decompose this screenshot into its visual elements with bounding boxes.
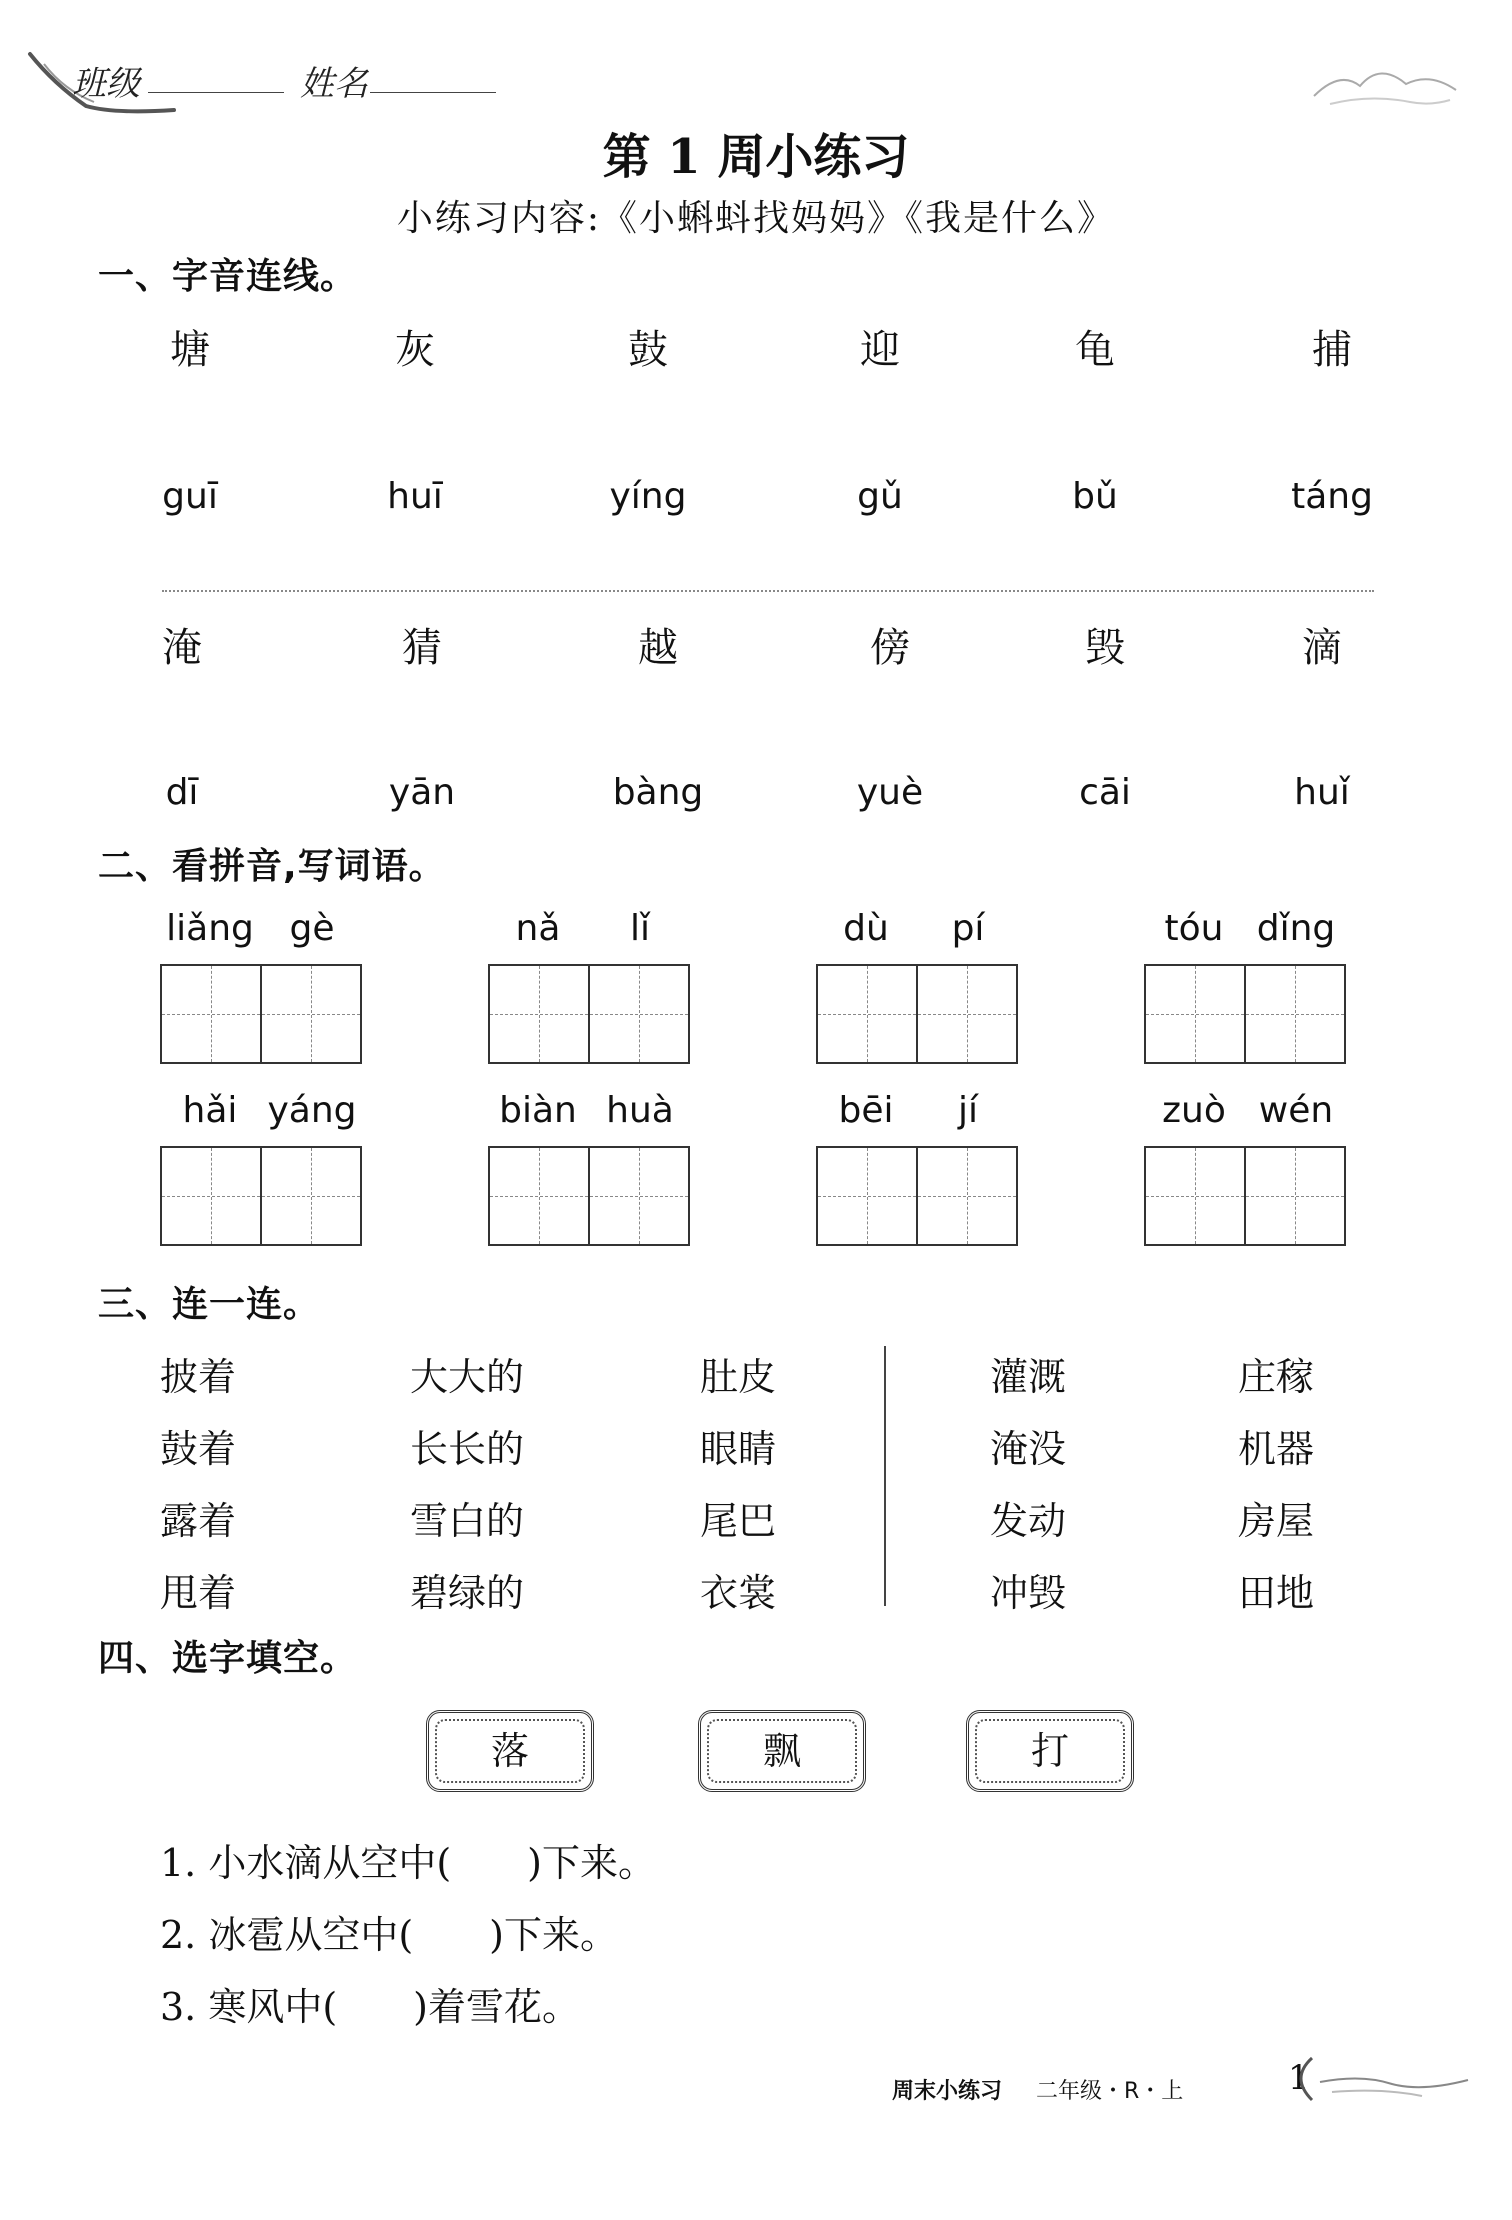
sentence-item[interactable]: 3. 寒风中( )着雪花。 — [160, 1985, 580, 2029]
tianzige-cell[interactable] — [488, 1146, 590, 1246]
match-item[interactable]: 发动 — [990, 1499, 1067, 1543]
char-item[interactable]: 猜 — [402, 625, 442, 671]
pinyin-label: dù — [843, 908, 889, 949]
pinyin-label: tóu — [1164, 908, 1224, 949]
char-item[interactable]: 滴 — [1302, 625, 1342, 671]
match-item[interactable]: 露着 — [160, 1499, 237, 1543]
tianzige-cell[interactable] — [916, 964, 1018, 1064]
pinyin-item[interactable]: yān — [388, 772, 456, 813]
name-label: 姓名 — [300, 64, 368, 104]
tianzige-cell[interactable] — [160, 964, 262, 1064]
page-title: 第 1 周小练习 — [602, 129, 910, 185]
match-item[interactable]: 长长的 — [410, 1427, 525, 1471]
sentence-item[interactable]: 1. 小水滴从空中( )下来。 — [160, 1841, 656, 1885]
page-number: 1 — [1288, 2058, 1310, 2098]
match-item[interactable]: 鼓着 — [160, 1427, 237, 1471]
option-box[interactable]: 飘 — [698, 1710, 866, 1792]
tianzige-cell[interactable] — [488, 964, 590, 1064]
tianzige-cell[interactable] — [1144, 1146, 1246, 1246]
pinyin-label: pí — [951, 908, 985, 949]
tianzige-cell[interactable] — [1144, 964, 1246, 1064]
char-item[interactable]: 灰 — [395, 327, 435, 373]
pinyin-label: nǎ — [515, 908, 561, 949]
column-divider — [884, 1346, 886, 1606]
tianzige-cell[interactable] — [816, 964, 918, 1064]
match-item[interactable]: 灌溉 — [990, 1355, 1067, 1399]
pinyin-item[interactable]: cāi — [1079, 772, 1131, 813]
tianzige-cell[interactable] — [916, 1146, 1018, 1246]
tianzige-cell[interactable] — [1244, 964, 1346, 1064]
char-item[interactable]: 傍 — [870, 625, 910, 671]
char-item[interactable]: 越 — [638, 625, 678, 671]
pinyin-item[interactable]: gǔ — [857, 476, 903, 517]
char-item[interactable]: 塘 — [170, 327, 210, 373]
class-field[interactable] — [148, 92, 284, 93]
match-item[interactable]: 庄稼 — [1238, 1355, 1315, 1399]
class-label: 班级 — [72, 64, 140, 104]
page-subtitle: 小练习内容:《小蝌蚪找妈妈》《我是什么》 — [396, 198, 1116, 239]
pinyin-label: gè — [289, 908, 335, 949]
pinyin-item[interactable]: táng — [1291, 476, 1373, 517]
match-item[interactable]: 尾巴 — [700, 1499, 777, 1543]
name-field[interactable] — [370, 92, 496, 93]
pinyin-item[interactable]: bǔ — [1072, 476, 1118, 517]
pinyin-label: zuò — [1162, 1090, 1226, 1131]
section4-heading: 四、选字填空。 — [98, 1638, 358, 1679]
match-item[interactable]: 淹没 — [990, 1427, 1067, 1471]
pinyin-label: huà — [606, 1090, 674, 1131]
match-item[interactable]: 眼睛 — [700, 1427, 777, 1471]
match-item[interactable]: 碧绿的 — [410, 1571, 525, 1615]
match-item[interactable]: 房屋 — [1238, 1499, 1315, 1543]
char-item[interactable]: 龟 — [1075, 327, 1115, 373]
pinyin-item[interactable]: bàng — [612, 772, 704, 813]
sentence-item[interactable]: 2. 冰雹从空中( )下来。 — [160, 1913, 618, 1957]
tianzige-cell[interactable] — [260, 1146, 362, 1246]
footer-wave-decoration — [1272, 2052, 1472, 2108]
pinyin-label: jí — [957, 1090, 978, 1131]
match-item[interactable]: 肚皮 — [700, 1355, 777, 1399]
pinyin-item[interactable]: huǐ — [1294, 772, 1350, 813]
mountain-decoration — [1310, 56, 1460, 116]
tianzige-cell[interactable] — [1244, 1146, 1346, 1246]
dotted-divider — [162, 590, 1374, 592]
tianzige-cell[interactable] — [816, 1146, 918, 1246]
match-item[interactable]: 大大的 — [410, 1355, 525, 1399]
footer-series: 周末小练习 — [892, 2079, 1003, 2104]
match-item[interactable]: 冲毁 — [990, 1571, 1067, 1615]
match-item[interactable]: 衣裳 — [700, 1571, 777, 1615]
match-item[interactable]: 雪白的 — [410, 1499, 525, 1543]
tianzige-cell[interactable] — [588, 964, 690, 1064]
match-item[interactable]: 甩着 — [160, 1571, 237, 1615]
section1-heading: 一、字音连线。 — [98, 256, 358, 297]
pinyin-label: dǐng — [1256, 908, 1336, 949]
tianzige-cell[interactable] — [160, 1146, 262, 1246]
char-item[interactable]: 毁 — [1085, 625, 1125, 671]
pinyin-label: lǐ — [629, 908, 650, 949]
pinyin-item[interactable]: guī — [162, 476, 218, 517]
pinyin-label: yáng — [267, 1090, 357, 1131]
pinyin-item[interactable]: yíng — [609, 476, 687, 517]
match-item[interactable]: 田地 — [1238, 1571, 1315, 1615]
pinyin-label: liǎng — [166, 908, 254, 949]
char-item[interactable]: 捕 — [1312, 327, 1352, 373]
match-item[interactable]: 机器 — [1238, 1427, 1315, 1471]
pinyin-label: bēi — [838, 1090, 894, 1131]
char-item[interactable]: 淹 — [162, 625, 202, 671]
pinyin-label: biàn — [499, 1090, 577, 1131]
char-item[interactable]: 迎 — [860, 327, 900, 373]
section3-heading: 三、连一连。 — [98, 1284, 321, 1325]
pinyin-label: wén — [1258, 1090, 1334, 1131]
pinyin-item[interactable]: yuè — [856, 772, 924, 813]
pinyin-item[interactable]: dī — [165, 772, 199, 813]
option-box[interactable]: 打 — [966, 1710, 1134, 1792]
section2-heading: 二、看拼音,写词语。 — [98, 846, 446, 887]
char-item[interactable]: 鼓 — [628, 327, 668, 373]
tianzige-cell[interactable] — [588, 1146, 690, 1246]
pinyin-label: hǎi — [182, 1090, 238, 1131]
tianzige-cell[interactable] — [260, 964, 362, 1064]
option-box[interactable]: 落 — [426, 1710, 594, 1792]
pinyin-item[interactable]: huī — [387, 476, 443, 517]
match-item[interactable]: 披着 — [160, 1355, 237, 1399]
footer-grade: 二年级・R・上 — [1036, 2079, 1184, 2104]
